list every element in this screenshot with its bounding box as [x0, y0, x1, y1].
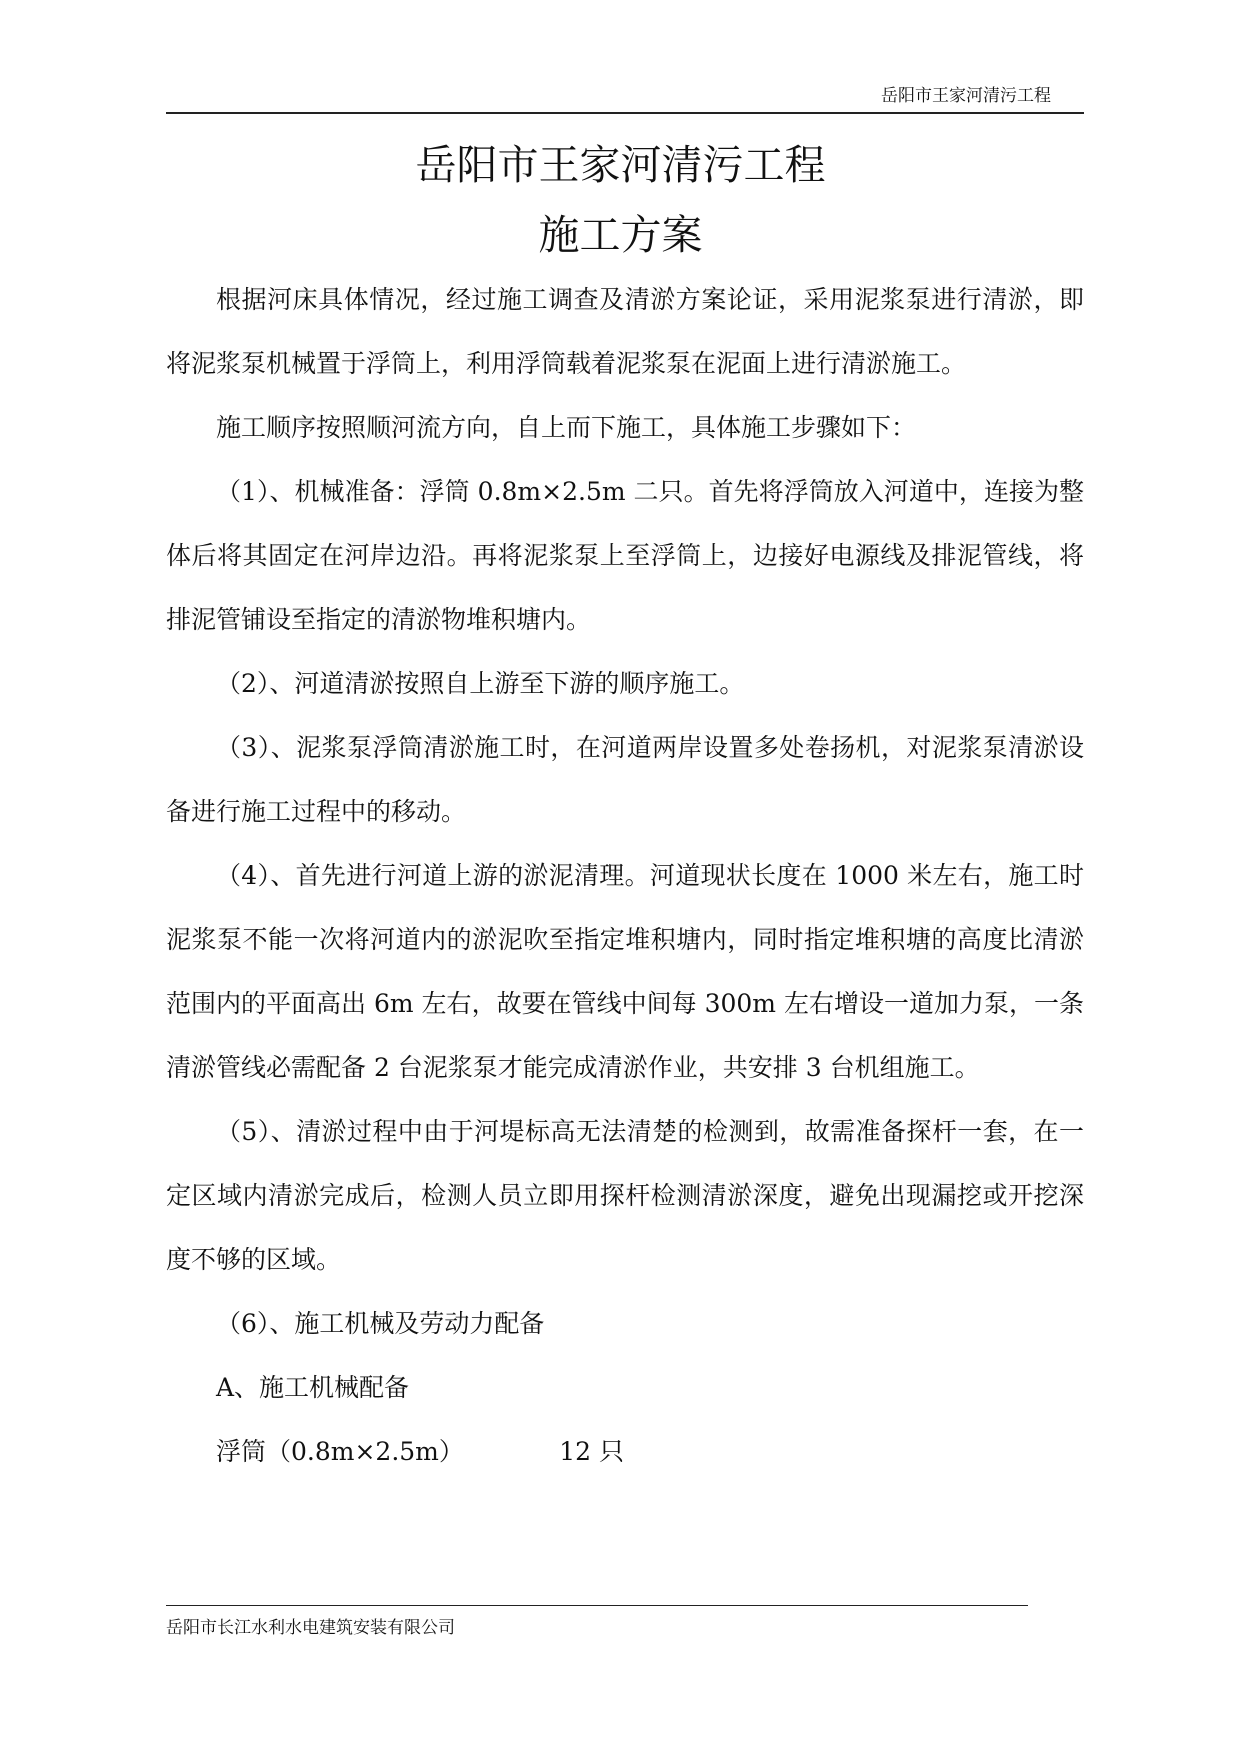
paragraph-step-1: （1）、机械准备：浮筒 0.8m×2.5m 二只。首先将浮筒放入河道中，连接为整体后将其固定在河岸边沿。再将泥浆泵上至浮筒上，边接好电源线及排泥管线，将排泥管铺设至指定的清淤物堆积塘内。: [166, 477, 1084, 634]
paragraph-sequence: 施工顺序按照顺河流方向，自上而下施工，具体施工步骤如下：: [216, 413, 917, 442]
footer-company: 岳阳市长江水利水电建筑安装有限公司: [166, 1618, 455, 1638]
running-header: 岳阳市王家河清污工程: [881, 86, 1051, 106]
document-subtitle: 施工方案: [538, 211, 703, 259]
paragraph-step-2: （2）、河道清淤按照自上游至下游的顺序施工。: [216, 669, 745, 698]
header-rule: [166, 112, 1084, 114]
paragraph-equipment-heading: A、施工机械配备: [216, 1373, 410, 1402]
document-title: 岳阳市王家河清污工程: [415, 141, 826, 189]
paragraph-step-6: （6）、施工机械及劳动力配备: [216, 1309, 545, 1338]
paragraph-step-3: （3）、泥浆泵浮筒清淤施工时，在河道两岸设置多处卷扬机，对泥浆泵清淤设备进行施工过程中的移动。: [166, 733, 1084, 826]
footer-rule: [166, 1605, 1028, 1606]
paragraph-equipment-item: 浮筒（0.8m×2.5m） 12 只: [216, 1437, 624, 1466]
document-body: [166, 268, 1084, 1484]
paragraph-step-4: （4）、首先进行河道上游的淤泥清理。河道现状长度在 1000 米左右，施工时泥浆泵不能一次将河道内的淤泥吹至指定堆积塘内，同时指定堆积塘的高度比清淤范围内的平面高出 6m 左右，故要在管线中间每 300m 左右增设一道加力泵，一条清淤管线必需配备 2 台泥浆泵才能完成清淤作业，共安排 3 台机组施工。: [166, 861, 1084, 1082]
paragraph-intro: 根据河床具体情况，经过施工调查及清淤方案论证，采用泥浆泵进行清淤，即将泥浆泵机械置于浮筒上，利用浮筒载着泥浆泵在泥面上进行清淤施工。: [166, 285, 1084, 378]
paragraph-step-5: （5）、清淤过程中由于河堤标高无法清楚的检测到，故需准备探杆一套，在一定区域内清淤完成后，检测人员立即用探杆检测清淤深度，避免出现漏挖或开挖深度不够的区域。: [166, 1117, 1084, 1274]
